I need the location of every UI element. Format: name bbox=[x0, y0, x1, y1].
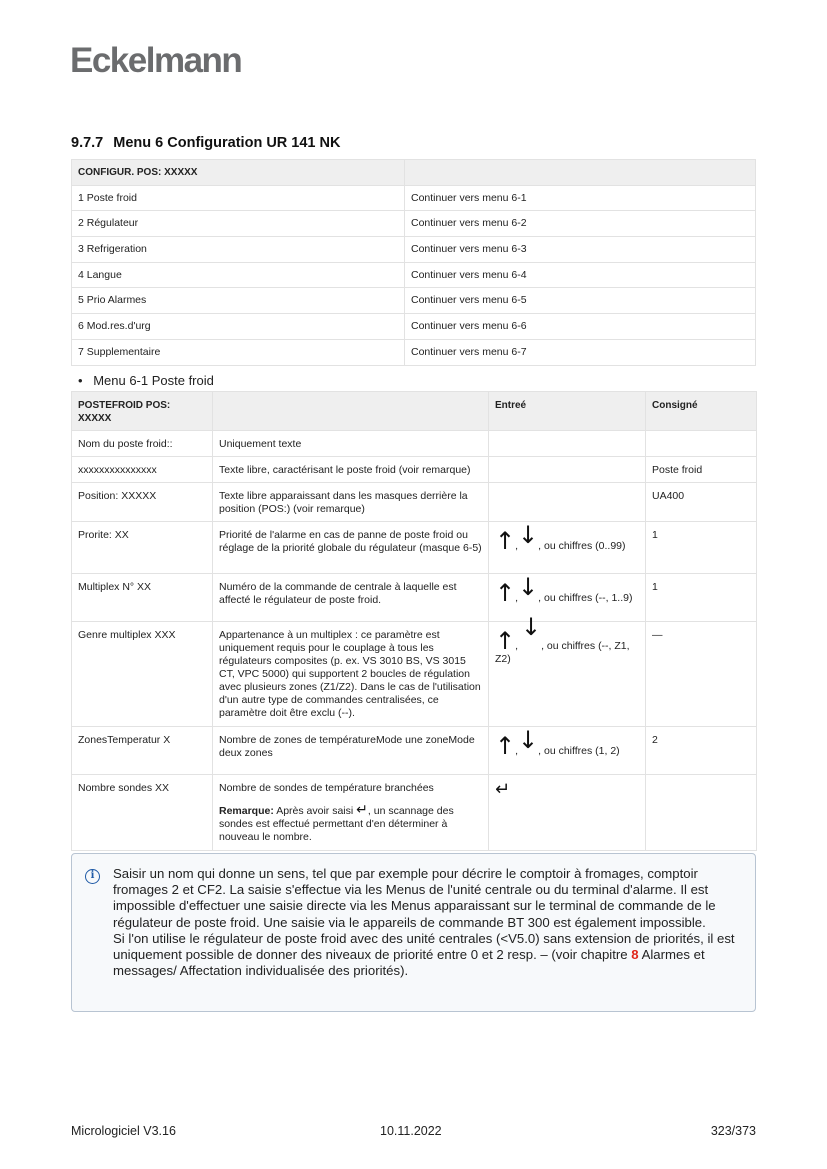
menu-item: 7 Supplementaire bbox=[72, 339, 405, 365]
entry-keys: ↑ , ↓ , ou chiffres (0..99) bbox=[495, 521, 626, 555]
footer-date: 10.11.2022 bbox=[380, 1124, 442, 1138]
param-name: Multiplex N° XX bbox=[72, 574, 213, 622]
arrow-down-icon: ↓ bbox=[518, 521, 539, 549]
param-entry bbox=[489, 457, 646, 483]
menu-item: 5 Prio Alarmes bbox=[72, 288, 405, 314]
table-row bbox=[72, 622, 757, 727]
arrow-up-icon: ↑ bbox=[495, 732, 516, 760]
table-header-cell: CONFIGUR. POS: XXXXX bbox=[72, 160, 405, 186]
param-description bbox=[213, 775, 489, 851]
entry-keys: ↑ , ↓ , ou chiffres (1, 2) bbox=[495, 726, 620, 760]
menu-action: Continuer vers menu 6-4 bbox=[405, 262, 756, 288]
param-entry bbox=[489, 483, 646, 522]
enter-key-icon: ↵ bbox=[356, 802, 368, 818]
param-description: Texte libre apparaissant dans les masques derrière la position (POS:) (voir remarque) bbox=[213, 483, 489, 522]
param-description: Priorité de l'alarme en cas de panne de poste froid ou réglage de la priorité globale du régulateur (masque 6-5) bbox=[213, 522, 489, 574]
section-number: 9.7.7 bbox=[71, 135, 104, 151]
table-row bbox=[72, 211, 756, 237]
param-name: Prorite: XX bbox=[72, 522, 213, 574]
table-row bbox=[72, 483, 757, 522]
remark-label: Remarque: bbox=[219, 805, 274, 817]
table-header-cell: Entreé bbox=[489, 392, 646, 431]
table-header-row bbox=[72, 392, 757, 431]
table-row bbox=[72, 185, 756, 211]
info-icon: i bbox=[85, 869, 100, 884]
arrow-up-icon: ↑ bbox=[495, 527, 516, 555]
param-description: Numéro de la commande de centrale à laquelle est affecté le régulateur de poste froid. bbox=[213, 574, 489, 622]
arrow-down-icon: ↓ bbox=[520, 613, 542, 641]
menu-item: 1 Poste froid bbox=[72, 185, 405, 211]
bullet-icon: • bbox=[78, 373, 83, 388]
param-setpoint: UA400 bbox=[646, 483, 757, 522]
param-setpoint bbox=[646, 431, 757, 457]
menu-item: 3 Refrigeration bbox=[72, 237, 405, 263]
param-setpoint bbox=[646, 775, 757, 851]
section-title bbox=[71, 135, 340, 151]
menu-action: Continuer vers menu 6-3 bbox=[405, 237, 756, 263]
remark: Remarque: Après avoir saisi ↵, un scannage des sondes est effectué permettant d'en déterminer à nouveau le nombre. bbox=[219, 802, 454, 843]
arrow-up-icon: ↑ bbox=[495, 579, 516, 607]
param-entry bbox=[489, 775, 646, 851]
param-description: Nombre de zones de températureMode une zoneMode deux zones bbox=[213, 727, 489, 775]
menu-item: 6 Mod.res.d'urg bbox=[72, 314, 405, 340]
entry-range: , ou chiffres (0..99) bbox=[538, 540, 626, 552]
entry-range: , ou chiffres (--, Z1, Z2) bbox=[495, 640, 630, 665]
param-name: Genre multiplex XXX bbox=[72, 622, 213, 727]
menu-action: Continuer vers menu 6-5 bbox=[405, 288, 756, 314]
table-header-cell bbox=[405, 160, 756, 186]
note-paragraph-1: Saisir un nom qui donne un sens, tel que par exemple pour décrire le comptoir à fromages, comptoir fromages 2 et CF2. La saisie s'effectue via les Menus de l'unité centrale ou du terminal d'alarme. Il est impossible d'effectuer une saisie directe via les Menus apparaissant sur le terminal de commande de le régulateur de poste froid. Une saisie via le appareils de commande BT 300 est également impossible. bbox=[113, 866, 716, 930]
entry-keys: ↑ , ↓ , ou chiffres (--, 1..9) bbox=[495, 573, 633, 607]
menu-action: Continuer vers menu 6-7 bbox=[405, 339, 756, 365]
param-name: Nombre sondes XX bbox=[72, 775, 213, 851]
param-setpoint: 1 bbox=[646, 574, 757, 622]
param-entry bbox=[489, 574, 646, 622]
table-row bbox=[72, 339, 756, 365]
table-row bbox=[72, 314, 756, 340]
config-menu-table bbox=[71, 159, 756, 366]
param-setpoint: 2 bbox=[646, 727, 757, 775]
param-setpoint: Poste froid bbox=[646, 457, 757, 483]
description-text: Nombre de sondes de température branchées bbox=[219, 782, 434, 794]
param-description: Texte libre, caractérisant le poste froid (voir remarque) bbox=[213, 457, 489, 483]
param-entry bbox=[489, 727, 646, 775]
note-paragraph-2: Si l'on utilise le régulateur de poste froid avec des unité centrales (<V5.0) sans extension de priorités, il est uniquement possible de donner des niveaux de priorité entre 0 et 2 resp. – (voir chapitre 8 Alarmes et messages/ Affectation individualisée des priorités). bbox=[113, 930, 735, 979]
table-row bbox=[72, 574, 757, 622]
table-header-row bbox=[72, 160, 756, 186]
entry-range: , ou chiffres (1, 2) bbox=[538, 745, 620, 757]
table-row bbox=[72, 522, 757, 574]
param-entry bbox=[489, 522, 646, 574]
section-title-text: Menu 6 Configuration UR 141 NK bbox=[113, 135, 341, 151]
menu-item: 2 Régulateur bbox=[72, 211, 405, 237]
param-description: Appartenance à un multiplex : ce paramètre est uniquement requis pour le couplage à tous les régulateurs composites (p. ex. VS 3010 BS, VS 3015 CT, VPC 5000) qui supportent 2 boucles de régulation avec plusieurs zones (Z1/Z2). Dans le cas de l'utilisation d'un autre type de commandes centralisées, ce paramètre doit être exclu (--). bbox=[213, 622, 489, 727]
table-header-cell: Consigné bbox=[646, 392, 757, 431]
menu-action: Continuer vers menu 6-6 bbox=[405, 314, 756, 340]
param-setpoint: 1 bbox=[646, 522, 757, 574]
chapter-link[interactable]: 8 bbox=[631, 947, 639, 963]
submenu-label: Menu 6-1 Poste froid bbox=[93, 373, 214, 388]
table-row bbox=[72, 431, 757, 457]
table-row bbox=[72, 457, 757, 483]
eckelmann-logo: Eckelmann bbox=[70, 41, 242, 80]
info-note-box bbox=[71, 853, 756, 1012]
param-name: ZonesTemperatur X bbox=[72, 727, 213, 775]
entry-keys: ↑, ↓, ou chiffres (--, Z1, Z2) bbox=[495, 613, 630, 665]
menu-action: Continuer vers menu 6-1 bbox=[405, 185, 756, 211]
arrow-down-icon: ↓ bbox=[518, 573, 539, 601]
enter-key-icon: ↵ bbox=[495, 779, 511, 800]
arrow-up-icon: ↑ bbox=[495, 627, 516, 655]
param-name: Position: XXXXX bbox=[72, 483, 213, 522]
table-row bbox=[72, 288, 756, 314]
table-header-cell bbox=[213, 392, 489, 431]
param-entry bbox=[489, 431, 646, 457]
table-row bbox=[72, 775, 757, 851]
param-name: xxxxxxxxxxxxxxx bbox=[72, 457, 213, 483]
param-name: Nom du poste froid:: bbox=[72, 431, 213, 457]
poste-froid-table bbox=[71, 391, 757, 851]
table-row bbox=[72, 262, 756, 288]
footer-firmware-version: Micrologiciel V3.16 bbox=[71, 1124, 176, 1138]
menu-item: 4 Langue bbox=[72, 262, 405, 288]
param-setpoint: — bbox=[646, 622, 757, 727]
param-description: Uniquement texte bbox=[213, 431, 489, 457]
entry-range: , ou chiffres (--, 1..9) bbox=[538, 592, 633, 604]
arrow-down-icon: ↓ bbox=[518, 726, 539, 754]
table-header-cell: POSTEFROID POS: XXXXX bbox=[72, 392, 213, 431]
table-row bbox=[72, 727, 757, 775]
param-entry bbox=[489, 613, 646, 727]
table-row bbox=[72, 237, 756, 263]
submenu-bullet-item bbox=[78, 373, 214, 388]
footer-page-number: 323/373 bbox=[710, 1124, 756, 1138]
menu-action: Continuer vers menu 6-2 bbox=[405, 211, 756, 237]
